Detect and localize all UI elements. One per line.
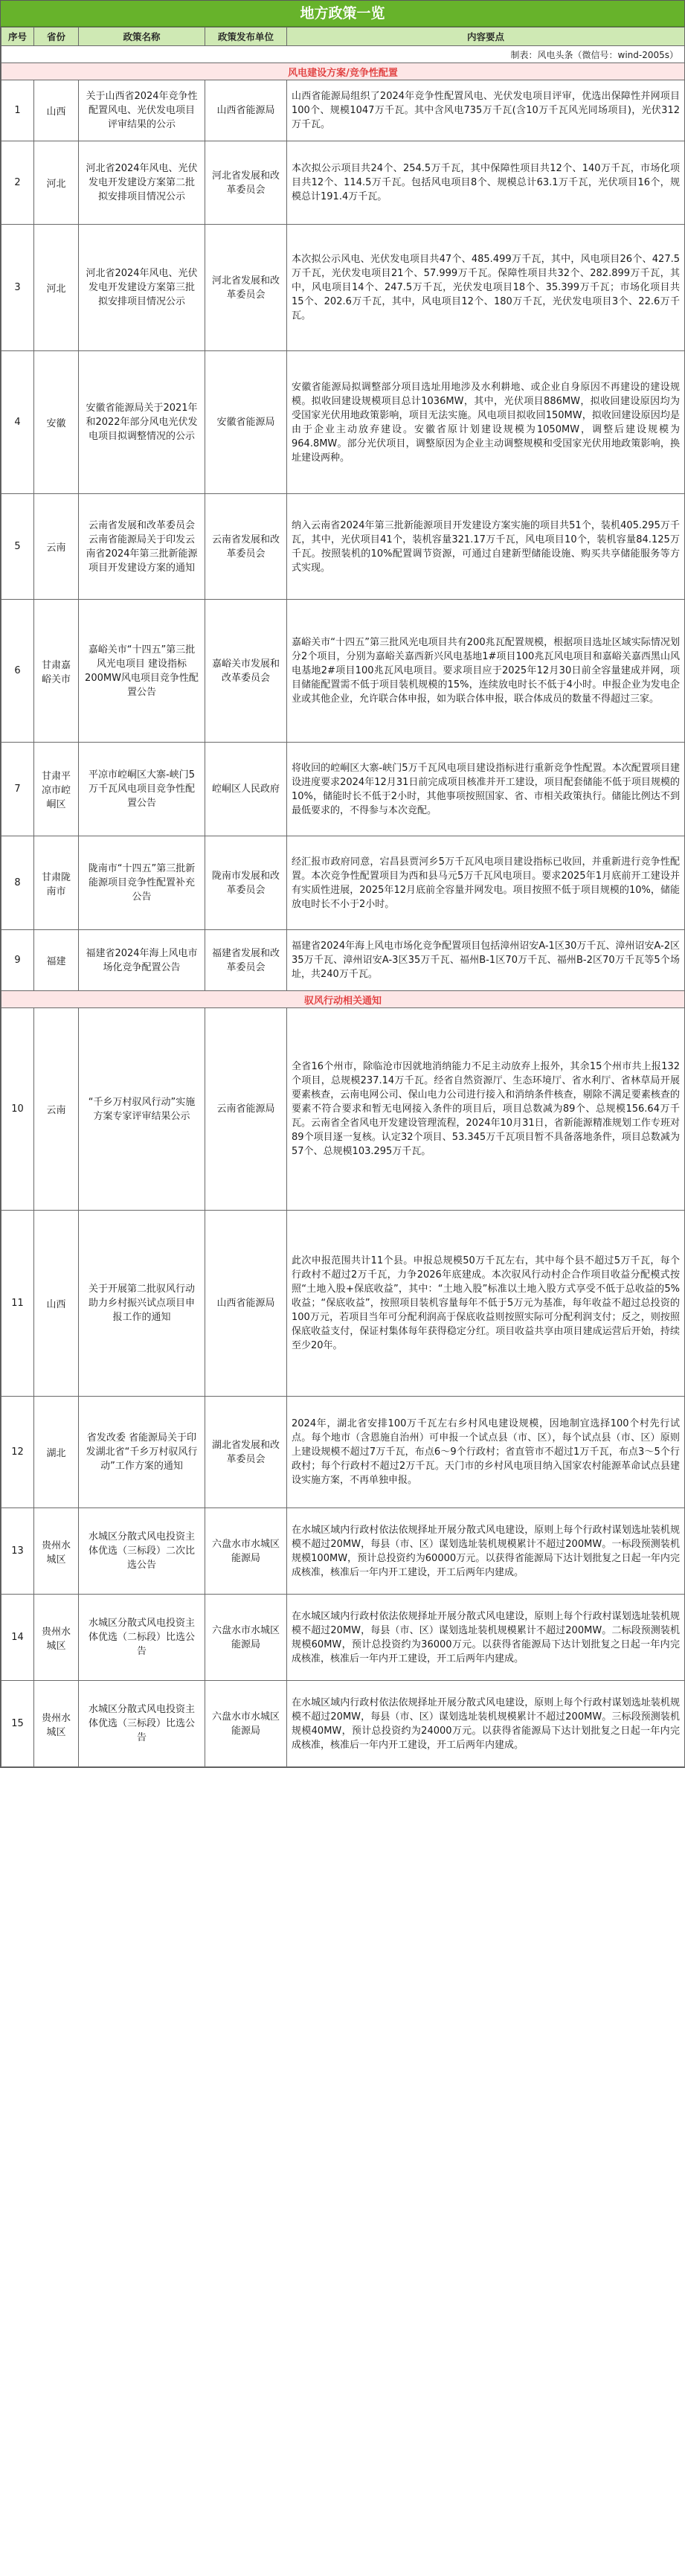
row-policy-name: 河北省2024年风电、光伏发电开发建设方案第二批拟安排项目情况公示	[79, 141, 205, 225]
row-policy-name: 陇南市“十四五”第三批新能源项目竞争性配置补充公告	[79, 836, 205, 930]
row-number: 9	[1, 930, 34, 991]
row-issuer: 六盘水市水城区能源局	[205, 1681, 287, 1767]
section-header-row	[1, 991, 685, 1008]
row-province: 甘肃陇南市	[34, 836, 79, 930]
table-row	[1, 1595, 685, 1681]
row-issuer: 嘉峪关市发展和改革委员会	[205, 600, 287, 743]
row-policy-name: 水城区分散式风电投资主体优选（三标段）二次比选公告	[79, 1508, 205, 1595]
row-number: 14	[1, 1595, 34, 1681]
row-content: 纳入云南省2024年第三批新能源项目开发建设方案实施的项目共51个，装机405.295万千瓦，其中，光伏项目41个，装机容量321.17万千瓦，风电项目10个，装机容量84.125万千瓦。按照装机的10%配置调节资源，可通过自建新型储能设施、购买共享储能服务等方式实现。	[287, 494, 685, 600]
policy-table	[1, 27, 685, 1767]
table-header-row	[1, 28, 685, 46]
row-number: 6	[1, 600, 34, 743]
row-policy-name: “千乡万村驭风行动”实施方案专家评审结果公示	[79, 1008, 205, 1211]
row-content: 2024年，湖北省安排100万千瓦左右乡村风电建设规模，因地制宜选择100个村先行试点。每个地市（含恩施自治州）可申报一个试点县（市、区），每个试点县（市、区）原则上建设规模不超过7万千瓦，布点6～9个行政村；省直管市不超过1万千瓦，布点3～5个行政村；每个行政村不超过2万千瓦。天门市的乡村风电项目纳入国家农村能源革命试点县建设实施方案，不再单独申报。	[287, 1397, 685, 1508]
table-row	[1, 836, 685, 930]
row-content: 经汇报市政府同意，宕昌县贾河乡5万千瓦风电项目建设指标已收回，并重新进行竞争性配置。本次竞争性配置项目为西和县马元5万千瓦风电项目。要求2025年1月底前开工建设并有实质性进展，2025年12月底前全容量并网发电。项目按照不低于项目规模的10%，储能放电时长不小于2小时。	[287, 836, 685, 930]
row-content: 在水城区域内行政村依法依规择址开展分散式风电建设，原则上每个行政村谋划选址装机规模不超过20MW，每县（市、区）谋划选址装机规模累计不超过200MW。一标段预测装机规模100MW，预计总投资约为60000万元。以获得省能源局下达计划批复之日起一年内完成核准，核准后一年内开工建设，开工后两年内建成。	[287, 1508, 685, 1595]
section-title: 风电建设方案/竞争性配置	[1, 63, 685, 80]
table-row	[1, 351, 685, 494]
row-issuer: 云南省能源局	[205, 1008, 287, 1211]
table-row	[1, 600, 685, 743]
row-province: 甘肃平凉市崆峒区	[34, 743, 79, 836]
row-policy-name: 平凉市崆峒区大寨-峡门5万千瓦风电项目竞争性配置公告	[79, 743, 205, 836]
row-content: 此次申报范围共计11个县。申报总规模50万千瓦左右，其中每个县不超过5万千瓦，每个行政村不超过2万千瓦，力争2026年底建成。本次驭风行动村企合作项目收益分配模式按照“土地入股+保底收益”，其中：“土地入股”标准以土地入股方式享受不低于总收益的5%收益；“保底收益”，按照项目装机容量每年不低于5万元为基准，每年收益不超过总投资的100万元，若项目当年可分配利润高于保底收益则按照实际可分配利润支付；反之，则按照保底收益支付，保证村集体每年获得稳定分红。项目收益共享由项目建成运营后开始，持续至少20年。	[287, 1211, 685, 1397]
row-number: 15	[1, 1681, 34, 1767]
source-row	[1, 46, 685, 63]
header-policy-name: 政策名称	[79, 28, 205, 46]
table-row	[1, 743, 685, 836]
table-row	[1, 494, 685, 600]
row-issuer: 山西省能源局	[205, 80, 287, 141]
row-number: 10	[1, 1008, 34, 1211]
row-issuer: 云南省发展和改革委员会	[205, 494, 287, 600]
row-issuer: 六盘水市水城区能源局	[205, 1595, 287, 1681]
row-policy-name: 河北省2024年风电、光伏发电开发建设方案第三批拟安排项目情况公示	[79, 225, 205, 351]
row-province: 安徽	[34, 351, 79, 494]
row-issuer: 六盘水市水城区能源局	[205, 1508, 287, 1595]
row-content: 安徽省能源局拟调整部分项目选址用地涉及水利耕地、或企业自身原因不再建设的建设规模。拟收回建设规模项目总计1036MW，其中，光伏项目886MW，拟收回建设原因均为受国家光伏用地政策影响，项目无法实施。风电项目拟收回150MW，拟收回建设原因均是由于企业主动放弃建设。安徽省原计划建设规模为1050MW，调整后建设规模为964.8MW。部分光伏项目，调整原因为企业主动调整规模和受国家光伏用地政策影响，换址建设两种。	[287, 351, 685, 494]
table-row	[1, 1681, 685, 1767]
row-policy-name: 水城区分散式风电投资主体优选（三标段）比选公告	[79, 1681, 205, 1767]
section-header-row	[1, 63, 685, 80]
row-issuer: 崆峒区人民政府	[205, 743, 287, 836]
row-province: 福建	[34, 930, 79, 991]
row-issuer: 安徽省能源局	[205, 351, 287, 494]
page-title: 地方政策一览	[1, 1, 684, 27]
header-content: 内容要点	[287, 28, 685, 46]
row-number: 13	[1, 1508, 34, 1595]
row-issuer: 湖北省发展和改革委员会	[205, 1397, 287, 1508]
row-policy-name: 省发改委 省能源局关于印发湖北省“千乡万村驭风行动”工作方案的通知	[79, 1397, 205, 1508]
row-policy-name: 安徽省能源局关于2021年和2022年部分风电光伏发电项目拟调整情况的公示	[79, 351, 205, 494]
row-number: 4	[1, 351, 34, 494]
row-province: 贵州水城区	[34, 1681, 79, 1767]
row-content: 本次拟公示项目共24个、254.5万千瓦，其中保障性项目共12个、140万千瓦，市场化项目共12个、114.5万千瓦。包括风电项目8个、规模总计63.1万千瓦，光伏项目16个，规模总计191.4万千瓦。	[287, 141, 685, 225]
row-number: 8	[1, 836, 34, 930]
row-number: 7	[1, 743, 34, 836]
table-row	[1, 1211, 685, 1397]
row-number: 3	[1, 225, 34, 351]
row-content: 本次拟公示风电、光伏发电项目共47个、485.499万千瓦，其中，风电项目26个、427.5万千瓦，光伏发电项目21个、57.999万千瓦。保障性项目共32个、282.899万千瓦，其中，风电项目14个、247.5万千瓦，光伏发电项目18个、35.399万千瓦；市场化项目共15个、202.6万千瓦，其中，风电项目12个、180万千瓦，光伏发电项目3个、22.6万千瓦。	[287, 225, 685, 351]
row-province: 贵州水城区	[34, 1595, 79, 1681]
row-province: 河北	[34, 141, 79, 225]
header-province: 省份	[34, 28, 79, 46]
row-policy-name: 关于开展第二批驭风行动助力乡村振兴试点项目申报工作的通知	[79, 1211, 205, 1397]
row-content: 在水城区域内行政村依法依规择址开展分散式风电建设，原则上每个行政村谋划选址装机规模不超过20MW，每县（市、区）谋划选址装机规模累计不超过200MW。三标段预测装机规模40MW，预计总投资约为24000万元。以获得省能源局下达计划批复之日起一年内完成核准，核准后一年内开工建设，开工后两年内建成。	[287, 1681, 685, 1767]
row-issuer: 福建省发展和改革委员会	[205, 930, 287, 991]
row-policy-name: 关于山西省2024年竞争性配置风电、光伏发电项目评审结果的公示	[79, 80, 205, 141]
row-number: 12	[1, 1397, 34, 1508]
header-no: 序号	[1, 28, 34, 46]
table-row	[1, 225, 685, 351]
row-province: 甘肃嘉峪关市	[34, 600, 79, 743]
row-policy-name: 云南省发展和改革委员会云南省能源局关于印发云南省2024年第三批新能源项目开发建设方案的通知	[79, 494, 205, 600]
table-row	[1, 1397, 685, 1508]
row-content: 将收回的崆峒区大寨-峡门5万千瓦风电项目建设指标进行重新竞争性配置。本次配置项目建设进度要求2024年12月31日前完成项目核准并开工建设，项目配套储能不低于项目规模的10%，储能时长不低于2小时，其他事项按照国家、省、市相关政策执行。储能比例达不到最低要求的，不得参与本次竞配。	[287, 743, 685, 836]
table-row	[1, 141, 685, 225]
row-issuer: 山西省能源局	[205, 1211, 287, 1397]
row-province: 云南	[34, 494, 79, 600]
row-province: 湖北	[34, 1397, 79, 1508]
row-province: 贵州水城区	[34, 1508, 79, 1595]
row-number: 5	[1, 494, 34, 600]
row-issuer: 陇南市发展和改革委员会	[205, 836, 287, 930]
header-issuer: 政策发布单位	[205, 28, 287, 46]
row-content: 在水城区域内行政村依法依规择址开展分散式风电建设，原则上每个行政村谋划选址装机规模不超过20MW，每县（市、区）谋划选址装机规模累计不超过200MW。二标段预测装机规模60MW，预计总投资约为36000万元。以获得省能源局下达计划批复之日起一年内完成核准，核准后一年内开工建设，开工后两年内建成。	[287, 1595, 685, 1681]
source-note: 制表：风电头条（微信号：wind-2005s）	[1, 46, 685, 63]
row-content: 福建省2024年海上风电市场化竞争配置项目包括漳州诏安A-1区30万千瓦、漳州诏安A-2区35万千瓦、漳州诏安A-3区35万千瓦、福州B-1区70万千瓦、福州B-2区70万千瓦等5个场址，共240万千瓦。	[287, 930, 685, 991]
row-issuer: 河北省发展和改革委员会	[205, 141, 287, 225]
row-province: 山西	[34, 1211, 79, 1397]
row-province: 云南	[34, 1008, 79, 1211]
row-policy-name: 水城区分散式风电投资主体优选（二标段）比选公告	[79, 1595, 205, 1681]
row-province: 山西	[34, 80, 79, 141]
row-content: 山西省能源局组织了2024年竞争性配置风电、光伏发电项目评审，优选出保障性并网项目100个、规模1047万千瓦。其中含风电735万千瓦(含10万千瓦风光同场项目)，光伏312万千瓦。	[287, 80, 685, 141]
row-content: 全省16个州市，除临沧市因就地消纳能力不足主动放弃上报外，其余15个州市共上报132个项目，总规模237.14万千瓦。经省自然资源厅、生态环境厅、省水利厅、省林草局开展要素核查，云南电网公司、保山电力公司进行接入和消纳条件核查，剔除不满足要素核查的要素不符合要求和暂无电网接入条件的项目后，项目总数减为89个、总规模156.64万千瓦。云南省全省风电开发建设管理流程，2024年10月31日，省新能源精准规划工作专班对89个项目逐一复核。认定32个项目、53.345万千瓦项目暂不具备落地条件，项目总数减为57个、总规模103.295万千瓦。	[287, 1008, 685, 1211]
table-row	[1, 930, 685, 991]
row-province: 河北	[34, 225, 79, 351]
row-number: 2	[1, 141, 34, 225]
table-row	[1, 80, 685, 141]
row-number: 1	[1, 80, 34, 141]
row-policy-name: 福建省2024年海上风电市场化竞争配置公告	[79, 930, 205, 991]
table-row	[1, 1008, 685, 1211]
table-row	[1, 1508, 685, 1595]
row-policy-name: 嘉峪关市“十四五”第三批风光电项目 建设指标200MW风电项目竞争性配置公告	[79, 600, 205, 743]
row-number: 11	[1, 1211, 34, 1397]
row-issuer: 河北省发展和改革委员会	[205, 225, 287, 351]
section-title: 驭风行动相关通知	[1, 991, 685, 1008]
row-content: 嘉峪关市“十四五”第三批风光电项目共有200兆瓦配置规模，根据项目选址区域实际情况划分2个项目，分别为嘉峪关嘉西新兴风电基地1#项目100兆瓦风电项目和嘉峪关嘉西黑山风电基地2#项目100兆瓦风电项目。要求项目应于2025年12月30日前全容量建成并网，项目储能配置需不低于项目装机规模的15%，连续放电时长不低于4小时。申报企业为发电企业或其他企业，允许联合体申报，如为联合体申报，联合体成员的数量不得超过三家。	[287, 600, 685, 743]
